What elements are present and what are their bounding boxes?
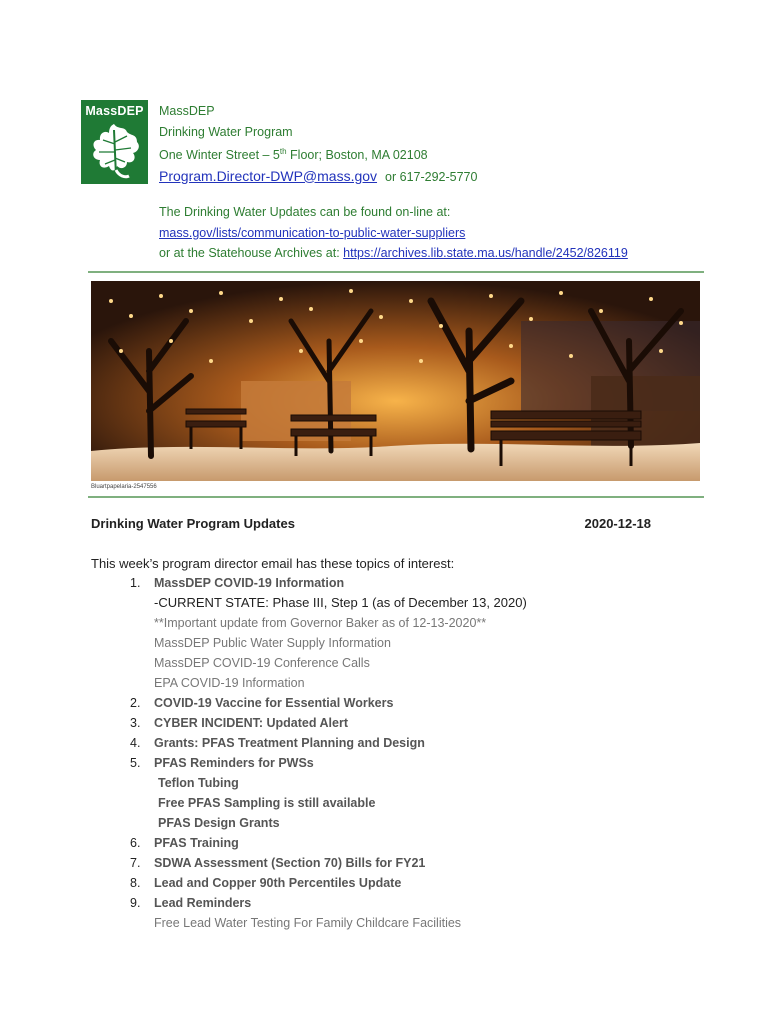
- sub-item[interactable]: **Important update from Governor Baker as of 12-13-2020**: [154, 616, 487, 630]
- email-link[interactable]: Program.Director-DWP@mass.gov: [159, 167, 378, 184]
- list-item: [130, 893, 527, 913]
- address-street: One Winter Street – 5: [159, 148, 280, 163]
- doc-title-row: [91, 516, 651, 531]
- topic-link[interactable]: MassDEP COVID-19 Information: [154, 576, 345, 590]
- photo-caption: Bluartpapelaria-2547556: [91, 484, 157, 490]
- sub-item[interactable]: Free PFAS Sampling is still available: [158, 796, 376, 810]
- org-name: MassDEP: [159, 104, 215, 118]
- sub-item[interactable]: MassDEP Public Water Supply Information: [154, 636, 391, 650]
- list-item: [130, 833, 527, 853]
- list-number: 5.: [130, 756, 141, 770]
- winter-park-illustration: [91, 281, 700, 481]
- archives-text: or at the Statehouse Archives at:: [159, 246, 344, 260]
- sub-item: -CURRENT STATE: Phase III, Step 1 (as of December 13, 2020): [154, 595, 527, 610]
- sub-item[interactable]: MassDEP COVID-19 Conference Calls: [154, 656, 370, 670]
- intro-text: This week’s program director email has these topics of interest:: [91, 556, 455, 571]
- list-item: [130, 573, 527, 593]
- list-item: [130, 853, 527, 873]
- address-city: Floor; Boston, MA 02108: [286, 148, 428, 163]
- list-item: [130, 873, 527, 893]
- list-number: 8.: [130, 876, 141, 890]
- doc-title: Drinking Water Program Updates: [91, 516, 295, 531]
- list-number: 3.: [130, 716, 141, 730]
- list-item: [130, 693, 527, 713]
- topic-link[interactable]: Lead and Copper 90th Percentiles Update: [154, 876, 402, 890]
- header-contact: [159, 101, 477, 187]
- topic-link[interactable]: COVID-19 Vaccine for Essential Workers: [154, 696, 394, 710]
- oak-leaf-icon: [85, 120, 144, 182]
- updates-text: The Drinking Water Updates can be found on-line at:: [159, 205, 451, 219]
- list-number: 9.: [130, 896, 141, 910]
- topic-link[interactable]: PFAS Reminders for PWSs: [154, 756, 314, 770]
- doc-date: 2020-12-18: [584, 516, 651, 531]
- topics-list: [130, 573, 527, 933]
- list-number: 2.: [130, 696, 141, 710]
- address: [159, 142, 477, 166]
- divider-top: [88, 271, 704, 273]
- topic-link[interactable]: PFAS Training: [154, 836, 239, 850]
- topic-link[interactable]: Grants: PFAS Treatment Planning and Design: [154, 736, 425, 750]
- sub-item[interactable]: PFAS Design Grants: [158, 816, 280, 830]
- sub-item[interactable]: Teflon Tubing: [158, 776, 239, 790]
- updates-info: [159, 202, 628, 264]
- logo-text: MassDEP: [85, 104, 144, 118]
- topic-link[interactable]: CYBER INCIDENT: Updated Alert: [154, 716, 348, 730]
- address-sup: th: [279, 147, 287, 156]
- divider-bottom: [88, 496, 704, 498]
- list-number: 7.: [130, 856, 141, 870]
- phone-number: or 617-292-5770: [385, 169, 478, 184]
- sub-item[interactable]: Free Lead Water Testing For Family Childcare Facilities: [154, 916, 462, 930]
- list-item: [130, 713, 527, 733]
- massdep-logo: [81, 100, 148, 184]
- topic-link[interactable]: Lead Reminders: [154, 896, 252, 910]
- topic-link[interactable]: SDWA Assessment (Section 70) Bills for FY21: [154, 856, 426, 870]
- program-name: Drinking Water Program: [159, 124, 293, 139]
- mass-gov-link[interactable]: mass.gov/lists/communication-to-public-water-suppliers: [159, 225, 466, 240]
- sub-item[interactable]: EPA COVID-19 Information: [154, 676, 305, 690]
- list-number: 6.: [130, 836, 141, 850]
- archives-link[interactable]: https://archives.lib.state.ma.us/handle/2452/826119: [343, 246, 628, 260]
- list-item: [130, 753, 527, 773]
- list-item: [130, 733, 527, 753]
- winter-park-photo: [91, 281, 700, 481]
- list-number: 1.: [130, 576, 141, 590]
- list-number: 4.: [130, 736, 141, 750]
